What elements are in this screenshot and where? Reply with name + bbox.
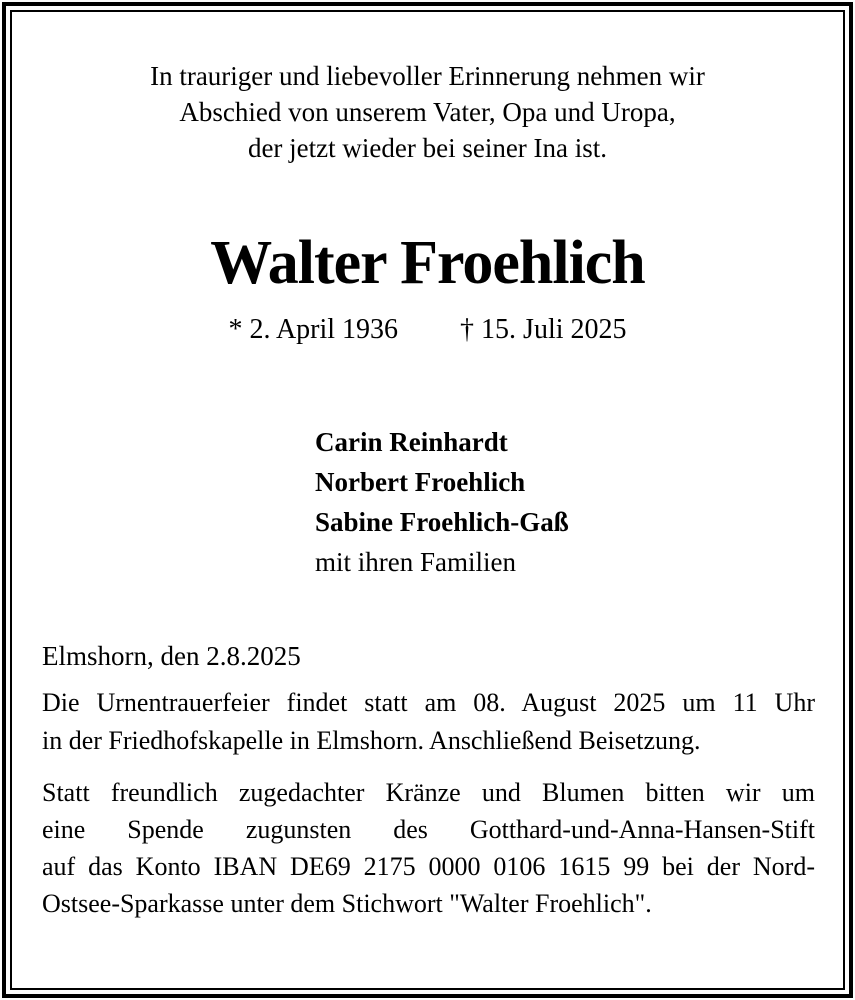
- mourner-name: Norbert Froehlich: [315, 467, 526, 497]
- deceased-name: Walter Froehlich: [210, 229, 645, 297]
- intro-line: der jetzt wieder bei seiner Ina ist.: [247, 133, 608, 163]
- donation-info-line: auf das Konto IBAN DE69 2175 0000 0106 1615 99 bei der Nord-: [42, 852, 815, 881]
- birth-date: * 2. April 1936: [228, 314, 399, 345]
- inner-frame-border: [10, 10, 845, 990]
- donation-paragraph: [42, 774, 815, 922]
- outer-frame-border: [2, 2, 853, 998]
- place-date-line: Elmshorn, den 2.8.2025: [42, 641, 301, 671]
- mourner-name: Sabine Froehlich-Gaß: [315, 507, 569, 537]
- donation-info-line: Statt freundlich zugedachter Kränze und Blumen bitten wir um: [42, 778, 815, 807]
- intro-line: Abschied von unserem Vater, Opa und Uropa,: [179, 97, 676, 127]
- intro-text: [12, 58, 843, 166]
- service-info-line: in der Friedhofskapelle in Elmshorn. Anschließend Beisetzung.: [42, 726, 701, 755]
- service-paragraph: [42, 684, 815, 760]
- service-info-line: Die Urnentrauerfeier findet statt am 08. August 2025 um 11 Uhr: [42, 688, 815, 717]
- donation-info-line: eine Spende zugunsten des Gotthard-und-Anna-Hansen-Stift: [42, 815, 815, 844]
- death-date: † 15. Juli 2025: [460, 314, 627, 345]
- life-dates: [12, 312, 843, 348]
- mourner-name: Carin Reinhardt: [315, 427, 508, 457]
- intro-line: In trauriger und liebevoller Erinnerung nehmen wir: [150, 61, 705, 91]
- mourners-block: [315, 422, 843, 582]
- donation-info-line: Ostsee-Sparkasse unter dem Stichwort "Walter Froehlich".: [42, 889, 652, 918]
- mourners-suffix: mit ihren Familien: [315, 547, 516, 577]
